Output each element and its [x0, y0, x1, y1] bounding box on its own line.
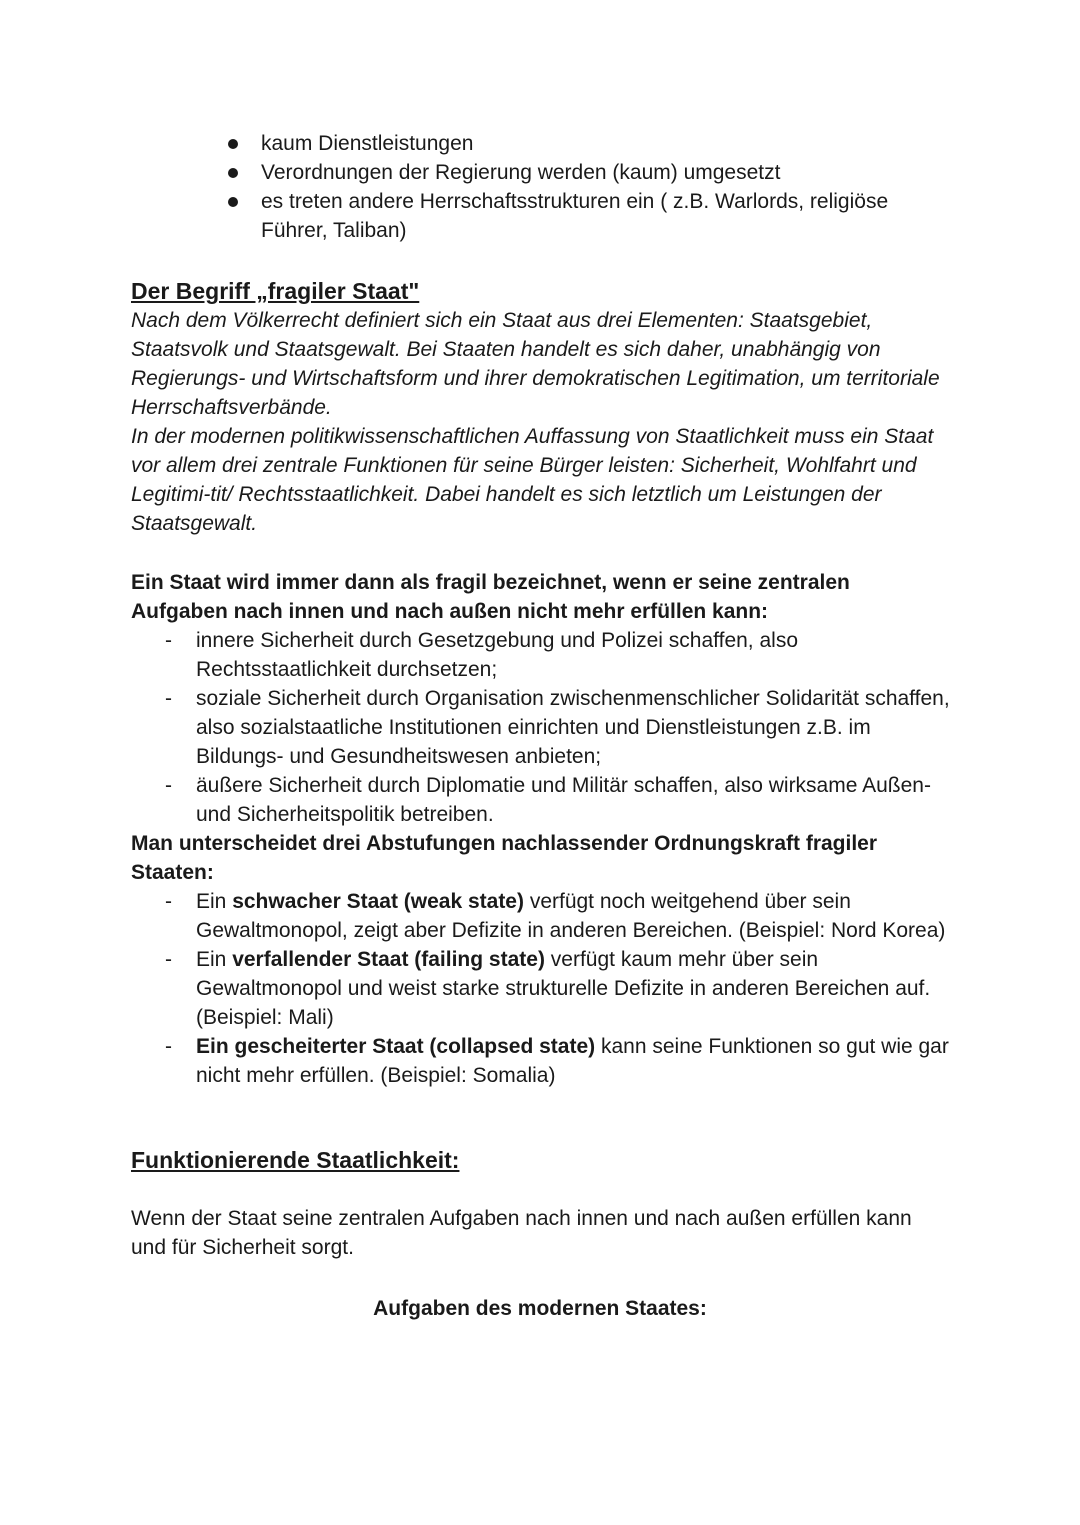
list-item [225, 158, 945, 187]
task-list [131, 626, 951, 829]
level-description: verfügt kaum mehr über sein Gewaltmonopol und weist starke strukturelle Defizite in anderen Bereichen auf. (Beispiel: Mali) [196, 948, 931, 1029]
list-item [131, 945, 951, 1032]
level-pre: Ein [196, 948, 233, 971]
section-functioning-state [131, 1146, 951, 1262]
dash-marker: - [165, 948, 172, 971]
dash-marker: - [165, 890, 172, 913]
list-item [225, 129, 945, 158]
levels-list [131, 887, 951, 1090]
level-pre: Ein [196, 890, 233, 913]
paragraph-staatlichkeit: In der modernen politikwissenschaftlichen Auffassung von Staatlichkeit muss ein Staat vor allem drei zentrale Funktionen für seine Bürger leisten: Sicherheit, Wohlfahrt und Legitimi-tit/ Rechtsstaatlichkeit. Dabei handelt es sich letztlich um Leistungen der Staatsgewalt. [131, 425, 934, 535]
list-item [131, 771, 951, 829]
section-fragile-state [131, 277, 951, 538]
task-text: innere Sicherheit durch Gesetzgebung und Polizei schaffen, also Rechtsstaatlichkeit durchsetzen; [196, 629, 798, 681]
task-text: äußere Sicherheit durch Diplomatie und Militär schaffen, also wirksame Außen- und Sicherheitspolitik betreiben. [196, 774, 931, 826]
criteria-intro: Ein Staat wird immer dann als fragil bezeichnet, wenn er seine zentralen Aufgaben nach innen und nach außen nicht mehr erfüllen kann: [131, 571, 850, 623]
section-fragility-criteria [131, 568, 951, 1090]
dash-marker: - [165, 1035, 172, 1058]
bullet-text: Verordnungen der Regierung werden (kaum) umgesetzt [261, 161, 781, 184]
level-description: verfügt noch weitgehend über sein Gewaltmonopol, zeigt aber Defizite in anderen Bereichen. (Beispiel: Nord Korea) [196, 890, 946, 942]
bullet-text: es treten andere Herrschaftsstrukturen ein ( z.B. Warlords, religiöse Führer, Taliban) [261, 190, 889, 242]
list-item [131, 887, 951, 945]
bullet-icon [228, 197, 238, 207]
dash-marker: - [165, 629, 172, 652]
section-heading: Funktionierende Staatlichkeit: [131, 1147, 460, 1173]
levels-intro: Man unterscheidet drei Abstufungen nachlassender Ordnungskraft fragiler Staaten: [131, 832, 878, 884]
paragraph-voelkerrecht: Nach dem Völkerrecht definiert sich ein Staat aus drei Elementen: Staatsgebiet, Staatsvolk und Staatsgewalt. Bei Staaten handelt es sich daher, unabhängig von Regierungs- und Wirtschaftsform und ihrer demokratischen Legitimation, um territoriale Herrschaftsverbände. [131, 309, 940, 419]
level-term: schwacher Staat (weak state) [232, 890, 524, 913]
bullet-text: kaum Dienstleistungen [261, 132, 474, 155]
task-text: soziale Sicherheit durch Organisation zwischenmenschlicher Solidarität schaffen, also sozialstaatliche Institutionen einrichten und Dienstleistungen z.B. im Bildungs- und Gesundheitswesen anbieten; [196, 687, 950, 768]
paragraph-functioning: Wenn der Staat seine zentralen Aufgaben nach innen und nach außen erfüllen kann und für Sicherheit sorgt. [131, 1207, 912, 1259]
section-heading: Der Begriff „fragiler Staat" [131, 278, 420, 304]
list-item [131, 1032, 951, 1090]
level-term: Ein gescheiterter Staat (collapsed state) [196, 1035, 596, 1058]
dash-marker: - [165, 687, 172, 710]
dash-marker: - [165, 774, 172, 797]
list-item [225, 187, 945, 245]
level-term: verfallender Staat (failing state) [232, 948, 545, 971]
list-item [131, 626, 951, 684]
bullet-list [225, 129, 945, 245]
bullet-icon [228, 139, 238, 149]
bullet-icon [228, 168, 238, 178]
list-item [131, 684, 951, 771]
level-description: kann seine Funktionen so gut wie gar nicht mehr erfüllen. (Beispiel: Somalia) [196, 1035, 949, 1087]
modern-state-title: Aufgaben des modernen Staates: [373, 1297, 707, 1320]
